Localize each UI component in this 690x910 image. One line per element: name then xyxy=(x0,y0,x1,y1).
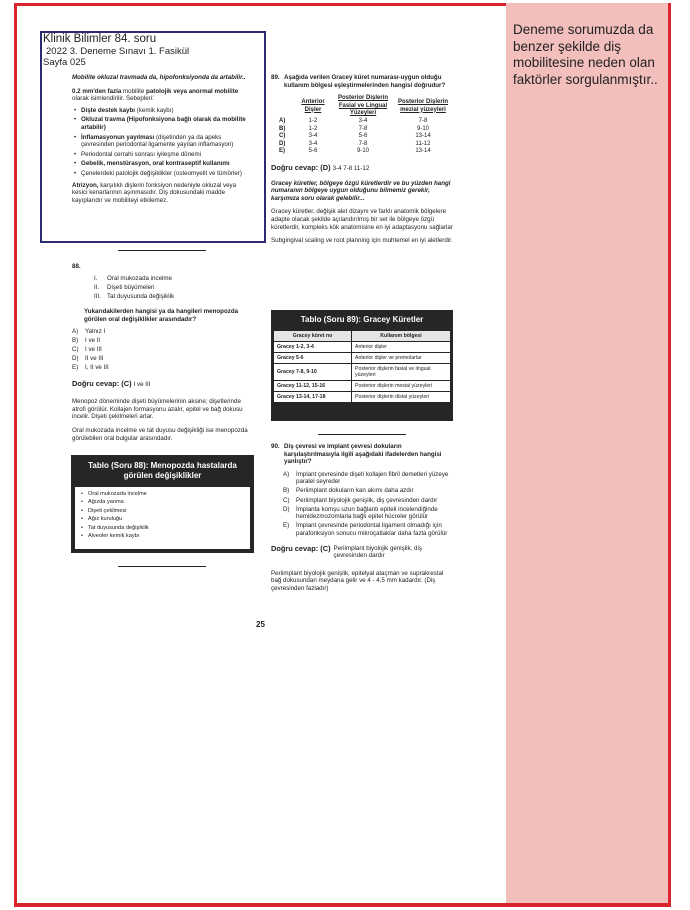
left-column-top xyxy=(72,74,253,204)
mobility-cause-item xyxy=(72,116,253,131)
q89-option-key: B) xyxy=(279,125,286,132)
q88-stem: Yukarıdakilerden hangisi ya da hangileri menopozda görülen oral değişiklikler arasındadır? xyxy=(84,308,239,323)
q88-statement xyxy=(94,284,253,292)
table-89-region: Posterior dişlerin mesial yüzeyleri xyxy=(352,381,451,392)
q89-col-mesial: Posterior Dişlerin mezial yüzeyleri xyxy=(397,98,448,113)
table-89-row xyxy=(274,353,451,364)
table-89-curette: Gracey 7-8, 9-10 xyxy=(274,364,352,381)
option-text: İmplanta komşu uzun bağlantı epiteli incelendiğinde hemidezmozomlarla bağlı epitel hücreler görülür xyxy=(296,505,438,521)
source-subtitle: 2022 3. Deneme Sınavı 1. Fasikül xyxy=(46,46,190,57)
table-89 xyxy=(271,310,453,421)
table-89-row xyxy=(274,342,451,353)
cause-text: (dişetinden ya da apeks çevresinden periodontal ligamente yayılan inflamasyon) xyxy=(81,133,234,149)
mobility-cause-item xyxy=(72,151,253,159)
table-89-curette: Gracey 1-2, 3-4 xyxy=(274,342,352,353)
option-text: I ve III xyxy=(85,345,102,353)
option-key: E) xyxy=(72,363,79,371)
statement-key: II. xyxy=(94,283,100,291)
table-88-item: • Tat duyusunda değişiklik xyxy=(79,524,246,532)
q89-option-cell: 3-4 xyxy=(358,117,368,124)
q89-option-cell: 7-8 xyxy=(418,117,428,124)
q88-option xyxy=(72,328,253,336)
table-89-region: Anterior dişler xyxy=(352,342,451,353)
q89-answer: Doğru cevap: (D) 3-4 7-8 11-12 xyxy=(271,162,370,172)
q89-option-row xyxy=(277,141,455,149)
mobility-cause-item xyxy=(72,107,253,115)
q89-option-cell: 5-6 xyxy=(308,148,318,155)
annotation-sidebar xyxy=(506,3,671,907)
option-key: D) xyxy=(72,354,79,362)
q89-option-row xyxy=(277,148,455,156)
q90-option xyxy=(271,506,455,521)
cause-text: Çenelerdeki patolojik değişiklikler (osteomyelit ve tümörler) xyxy=(81,169,242,177)
q89-option-cell: 9-10 xyxy=(356,148,369,155)
option-text: İmplant çevresinde dişeti kollajen fibril demetleri yüzeye paralel seyreder xyxy=(296,470,449,486)
mobility-cause-item xyxy=(72,134,253,149)
option-key: A) xyxy=(72,327,79,335)
q89-option-cell: 5-6 xyxy=(358,133,368,140)
table-89-grid xyxy=(273,330,451,403)
mobility-cause-item xyxy=(72,170,253,178)
option-key: A) xyxy=(283,470,290,478)
table-89-curette: Gracey 5-6 xyxy=(274,353,352,364)
q89-option-cell: 9-10 xyxy=(416,125,429,132)
q88-option xyxy=(72,346,253,354)
option-key: C) xyxy=(72,345,79,353)
table-88-item: • Ağızda yanma xyxy=(79,498,246,506)
table-88-body xyxy=(75,487,250,549)
section-divider xyxy=(318,434,406,435)
table-88-item: • Dişeti çekilmesi xyxy=(79,507,246,515)
q89-option-key: E) xyxy=(279,148,285,155)
q88-number: 88. xyxy=(72,263,81,270)
q89-option-row xyxy=(277,118,455,126)
q90-header: 90. Diş çevresi ve implant çevresi dokuların karşılaştırılmasıyla ilgili aşağıdaki ifadelerden hangisi yanlıştır? xyxy=(271,443,455,466)
q89-option-cell: 3-4 xyxy=(308,140,318,147)
q88-answer: Doğru cevap: (C) I ve III xyxy=(72,378,151,388)
q89-col-facial: Posterior Dişlerin Fasial ve Lingual Yüzeyleri xyxy=(337,95,388,117)
table-89-title: Tablo (Soru 89): Gracey Küretler xyxy=(271,310,453,325)
q89-option-key: C) xyxy=(279,133,286,140)
q89-option-key: A) xyxy=(279,117,286,124)
q89-col-anterior: Anterior Dişler xyxy=(301,98,325,113)
q89-stem: Aşağıda verilen Gracey küret numarası-uygun olduğu kullanım bölgesi eşleştirmelerinden hangisi doğrudur? xyxy=(284,74,446,89)
page-number: 25 xyxy=(256,620,265,629)
sidebar-note: Deneme sorumuzda da benzer şekilde diş mobilitesine neden olan faktörler sorgulanmıştır.. xyxy=(513,22,658,87)
table-89-col2: Kullanım bölgesi xyxy=(352,331,451,342)
q89-option-cell: 7-8 xyxy=(358,125,368,132)
table-88-list xyxy=(79,490,246,540)
option-key: D) xyxy=(283,505,290,513)
mobility-intro: Mobilite okluzal travmada da, hipofonksiyonda da artabilir.. xyxy=(72,74,246,81)
q89-option-key: D) xyxy=(279,140,286,147)
option-text: Yalnız I xyxy=(85,327,106,335)
q88-options xyxy=(72,328,253,372)
question-89 xyxy=(271,74,455,245)
table-89-row xyxy=(274,381,451,392)
option-key: B) xyxy=(283,487,290,495)
table-89-curette: Gracey 13-14, 17-18 xyxy=(274,392,352,403)
q88-statement xyxy=(94,275,253,283)
q90-option xyxy=(271,487,455,495)
table-89-row xyxy=(274,392,451,403)
table-88-item: • Ağız kuruluğu xyxy=(79,515,246,523)
table-88 xyxy=(71,455,254,553)
option-key: B) xyxy=(72,336,79,344)
question-88 xyxy=(72,263,253,442)
q90-explanation: Periimplant biyolojik genişlik, epitelyal ataçman ve suprakrestal bağ dokusundan meydana gelir ve 4 - 4,5 mm kadardır. (Diş çevresinden fazladır) xyxy=(271,569,444,592)
table-89-row xyxy=(274,364,451,381)
source-title: Klinik Bilimler 84. soru xyxy=(43,33,157,45)
q88-option xyxy=(72,337,253,345)
statement-key: I. xyxy=(94,274,98,282)
q90-option xyxy=(271,522,455,537)
source-page: Sayfa 025 xyxy=(43,57,86,68)
cause-text: (kemik kaybı) xyxy=(135,106,174,114)
q88-option xyxy=(72,355,253,363)
cause-bold: Okluzal travma (Hipofonksiyona bağlı olarak da mobilite artabilir) xyxy=(81,116,246,131)
statement-text: Dişeti büyümeleri xyxy=(107,283,155,291)
option-text: Periimplant dokuların kan akımı daha azdır xyxy=(296,487,414,495)
cause-text: Periodontal cerrahi sonrası iyileşme dönemi xyxy=(81,150,202,158)
q89-option-cell: 13-14 xyxy=(415,148,431,155)
q89-option-cell: 7-8 xyxy=(358,140,368,147)
table-88-item: • Alveoler kemik kaybı xyxy=(79,532,246,540)
q90-answer: Doğru cevap: (C) Periimplant biyolojik genişlik, diş çevresinden dardır xyxy=(271,543,422,560)
q89-option-cell: 1-2 xyxy=(308,117,318,124)
cause-bold: Dişte destek kaybı xyxy=(81,106,135,114)
q88-explanation-2: Oral mukozada incelme ve tat duyusu değişikliği ise menopozda görülebilen oral bulgular arasındadır. xyxy=(72,426,248,442)
q90-options xyxy=(271,471,455,538)
option-text: II ve III xyxy=(85,354,104,362)
section-divider xyxy=(118,250,206,251)
q89-options-table xyxy=(277,95,455,156)
option-text: İmplant çevresinde periodontal ligament olmadığı için parafonksiyon sonucu mikroçatlaklar daha fazla görülür xyxy=(296,522,448,537)
table-89-region: Posterior dişlerin distal yüzeyleri xyxy=(352,392,451,403)
q89-option-cell: 3-4 xyxy=(308,133,318,140)
section-divider xyxy=(118,566,206,567)
q89-option-cell: 1-2 xyxy=(308,125,318,132)
q89-option-cell: 11-12 xyxy=(415,140,431,147)
q88-statements xyxy=(72,275,253,301)
option-key: C) xyxy=(283,496,290,504)
mobility-cause-item xyxy=(72,160,253,168)
table-88-item: • Oral mukozada incelme xyxy=(79,490,246,498)
option-key: E) xyxy=(283,522,290,530)
table-88-title: Tablo (Soru 88): Menopozda hastalarda görülen değişiklikler xyxy=(71,455,254,486)
attrition-note: Atrizyon, karşılıklı dişlerin fonksiyon nedeniyle okluzal veya kesici kenarlarının aşınmasıdır. Diş dokusundaki madde kayıplarıdır ve mobiliteyi etkilemez. xyxy=(72,181,237,204)
mobility-definition: 0.2 mm'den fazla mobilite patolojik veya anormal mobilite olarak isimlendirilir. Sebepleri: xyxy=(72,87,239,103)
q88-explanation-1: Menopoz döneminde dişeti büyümelerinin aksine; dişetlerinde atrofi görülür. Kollajen formasyonu azalır, epitel ve bağ dokusu incelir. Dişeti çekilmeleri artar. xyxy=(72,398,243,421)
table-89-region: Anterior dişler ve premolarlar xyxy=(352,353,451,364)
statement-text: Tat duyusunda değişiklik xyxy=(107,292,175,300)
q89-header: 89. Aşağıda verilen Gracey küret numarası-uygun olduğu kullanım bölgesi eşleştirmelerinden hangisi doğrudur? xyxy=(271,74,455,89)
q89-option-cell: 13-14 xyxy=(415,133,431,140)
cause-bold: Gebelik, menstürasyon, oral kontraseptif kullanımı xyxy=(81,160,230,168)
q89-explanation-2: Gracey küretler, değişik alet dizaynı ve farklı anatomik bölgelere adapte olacak şekilde açılandırılmış bir set ile bölgeye özgü küretlerdir, kompleks kök anatomisine en iyi adaptasyonu sağlarlar xyxy=(271,208,453,231)
table-89-curette: Gracey 11-12, 15-16 xyxy=(274,381,352,392)
option-text: Periimplant biyolojik genişlik, diş çevresinden dardır xyxy=(296,496,438,504)
q90-stem: Diş çevresi ve implant çevresi dokuların karşılaştırılmasıyla ilgili aşağıdaki ifadelerden hangisi yanlıştır? xyxy=(284,443,442,466)
q89-explanation-3: Subgingival scaling ve root planning için muhtemel en iyi aletlerdir. xyxy=(271,237,453,245)
cause-bold: İnflamasyonun yayılması xyxy=(81,133,155,141)
statement-text: Oral mukozada incelme xyxy=(107,274,172,282)
statement-key: III. xyxy=(94,292,101,300)
table-89-region: Posterior dişlerin fasial ve lingual yüzeyleri xyxy=(352,364,451,381)
question-90 xyxy=(271,443,455,593)
mobility-causes-list xyxy=(72,107,253,178)
table-89-col1: Gracey küret no xyxy=(274,331,352,342)
q89-explanation-italic: Gracey küretler, bölgeye özgü küretlerdir ve bu yüzden hangi numaranın bölgeye uygun olduğunu bilmemiz gerekir, karşımıza soru olarak gelebilir... xyxy=(271,179,451,202)
q88-statement xyxy=(94,293,253,301)
q89-option-row xyxy=(277,126,455,134)
q90-option xyxy=(271,497,455,505)
q89-option-row xyxy=(277,133,455,141)
q88-option xyxy=(72,364,253,372)
q90-option xyxy=(271,471,455,486)
option-text: I ve II xyxy=(85,336,101,344)
option-text: I, II ve III xyxy=(85,363,109,371)
